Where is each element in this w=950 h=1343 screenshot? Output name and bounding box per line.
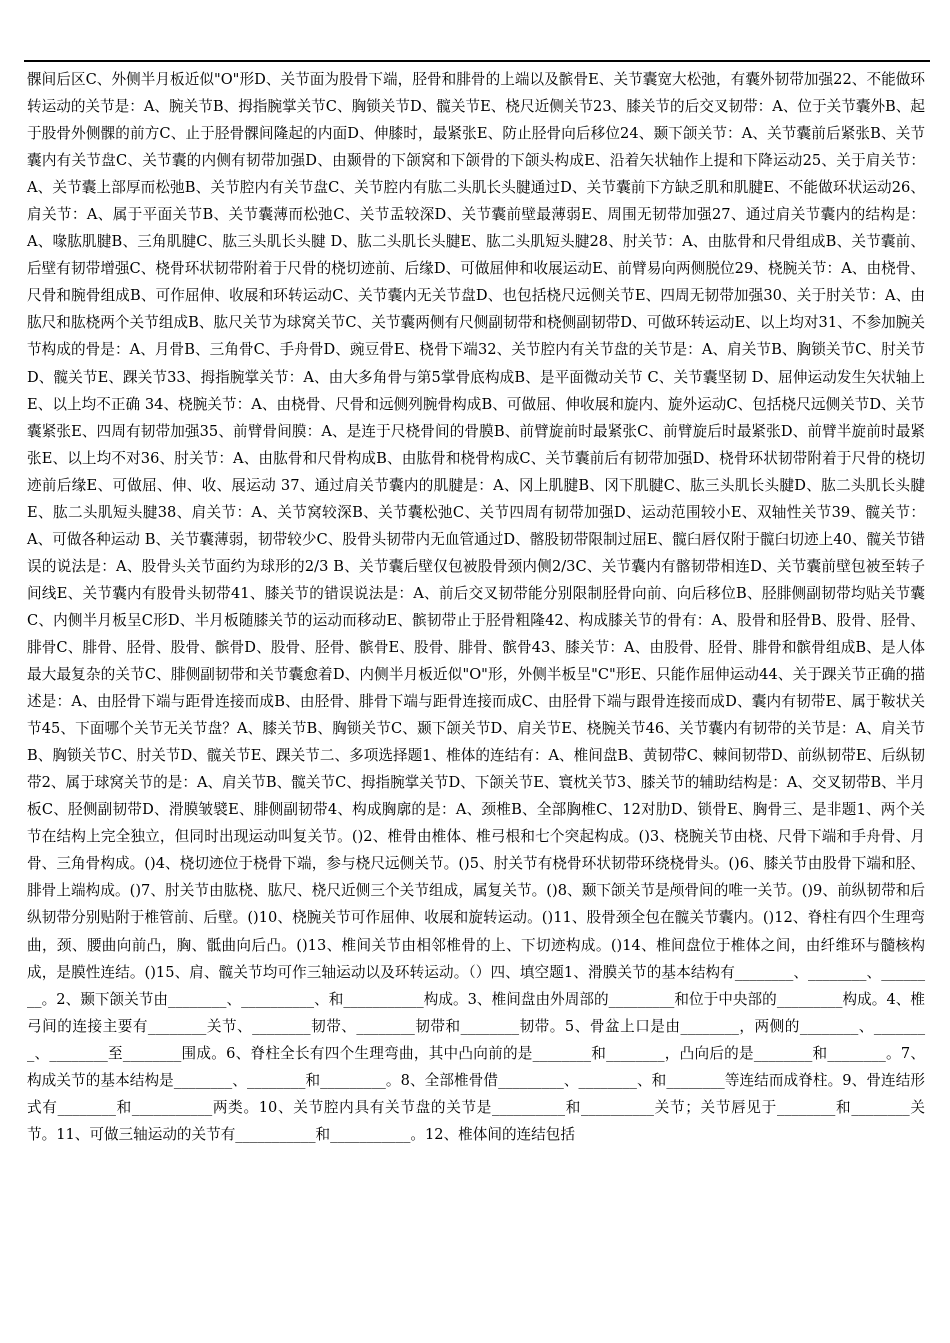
header-rule	[24, 60, 930, 62]
document-body	[27, 66, 925, 1148]
body-text: 髁间后区C、外侧半月板近似"O"形D、关节面为股骨下端，胫骨和腓骨的上端以及髌骨E、关节囊宽大松弛，有囊外韧带加强22、不能做环转运动的关节是：A、腕关节B、拇指腕掌关节C、胸锁关节D、髋关节E、桡尺近侧关节23、膝关节的后交叉韧带：A、位于关节囊外B、起于股骨外侧髁的前方C、止于胫骨髁间隆起的内面D、伸膝时，最紧张E、防止胫骨向后移位24、颞下颌关节：A、关节囊前后紧张B、关节囊内有关节盘C、关节囊的内侧有韧带加强D、由颞骨的下颌窝和下颌骨的下颌头构成E、沿着矢状轴作上提和下降运动25、关于肩关节：A、关节囊上部厚而松弛B、关节腔内有关节盘C、关节腔内有肱二头肌长头腱通过D、关节囊前下方缺乏肌和肌腱E、不能做环状运动26、肩关节：A、属于平面关节B、关节囊薄而松弛C、关节盂较深D、关节囊前壁最薄弱E、周围无韧带加强27、通过肩关节囊内的结构是：A、喙肱肌腱B、三角肌腱C、肱三头肌长头腱 D、肱二头肌长头腱E、肱二头肌短头腱28、肘关节：A、由肱骨和尺骨组成B、关节囊前、后壁有韧带增强C、桡骨环状韧带附着于尺骨的桡切迹前、后缘D、可做屈伸和收展运动E、前臂易向两侧脱位29、桡腕关节：A、由桡骨、尺骨和腕骨组成B、可作屈伸、收展和环转运动C、关节囊内无关节盘D、也包括桡尺远侧关节E、四周无韧带加强30、关于肘关节：A、由肱尺和肱桡两个关节组成B、肱尺关节为球窝关节C、关节囊两侧有尺侧副韧带和桡侧副韧带D、可做环转运动E、以上均对31、不参加腕关节构成的骨是：A、月骨B、三角骨C、手舟骨D、豌豆骨E、桡骨下端32、关节腔内有关节盘的关节是：A、肩关节B、胸锁关节C、肘关节D、髋关节E、踝关节33、拇指腕掌关节：A、由大多角骨与第5掌骨底构成B、是平面微动关节 C、关节囊坚韧 D、屈伸运动发生矢状轴上 E、以上均不正确 34、桡腕关节：A、由桡骨、尺骨和远侧列腕骨构成B、可做屈、伸收展和旋内、旋外运动C、包括桡尺远侧关节D、关节囊紧张E、四周有韧带加强35、前臂骨间膜：A、是连于尺桡骨间的骨膜B、前臂旋前时最紧张C、前臂旋后时最紧张D、前臂半旋前时最紧张E、以上均不对36、肘关节：A、由肱骨和尺骨构成B、由肱骨和桡骨构成C、关节囊前后有韧带加强D、桡骨环状韧带附着于尺骨的桡切迹前后缘E、可做屈、伸、收、展运动 37、通过肩关节囊内的肌腱是：A、冈上肌腱B、冈下肌腱C、肱三头肌长头腱D、肱二头肌长头腱E、肱二头肌短头腱38、肩关节：A、关节窝较深B、关节囊松弛C、关节四周有韧带加强D、运动范围较小E、双轴性关节39、髋关节：A、可做各种运动 B、关节囊薄弱，韧带较少C、股骨头韧带内无血管通过D、髂股韧带限制过屈E、髋臼唇仅附于髋臼切迹上40、髋关节错误的说法是：A、股骨头关节面约为球形的2/3 B、关节囊后壁仅包被股骨颈内侧2/3C、关节囊内有髂韧带相连D、关节囊前壁包被至转子间线E、关节囊内有股骨头韧带41、膝关节的错误说法是：A、前后交叉韧带能分别限制胫骨向前、向后移位B、胫腓侧副韧带均贴关节囊C、内侧半月板呈C形D、半月板随膝关节的运动而移动E、髌韧带止于胫骨粗隆42、构成膝关节的骨有：A、股骨和胫骨B、股骨、胫骨、腓骨C、腓骨、胫骨、股骨、髌骨D、股骨、胫骨、髌骨E、股骨、腓骨、髌骨43、膝关节：A、由股骨、胫骨、腓骨和髌骨组成B、是人体最大最复杂的关节C、腓侧副韧带和关节囊愈着D、内侧半月板近似"O"形，外侧半板呈"C"形E、只能作屈伸运动44、关于踝关节正确的描述是：A、由胫骨下端与距骨连接而成B、由胫骨、腓骨下端与距骨连接而成C、由胫骨下端与跟骨连接而成D、囊内有韧带E、属于鞍状关节45、下面哪个关节无关节盘？A、膝关节B、胸锁关节C、颞下颌关节D、肩关节E、桡腕关节46、关节囊内有韧带的关节是：A、肩关节B、胸锁关节C、肘关节D、髋关节E、踝关节二、多项选择题1、椎体的连结有：A、椎间盘B、黄韧带C、棘间韧带D、前纵韧带E、后纵韧带2、属于球窝关节的是：A、肩关节B、髋关节C、拇指腕掌关节D、下颌关节E、寰枕关节3、膝关节的辅助结构是：A、交叉韧带B、半月板C、胫侧副韧带D、滑膜皱襞E、腓侧副韧带4、构成胸廓的是：A、颈椎B、全部胸椎C、12对肋D、锁骨E、胸骨三、是非题1、两个关节在结构上完全独立，但同时出现运动叫复关节。()2、椎骨由椎体、椎弓根和七个突起构成。()3、桡腕关节由桡、尺骨下端和手舟骨、月骨、三角骨构成。()4、桡切迹位于桡骨下端，参与桡尺远侧关节。()5、肘关节有桡骨环状韧带环绕桡骨头。()6、膝关节由股骨下端和胫、腓骨上端构成。()7、肘关节由肱桡、肱尺、桡尺近侧三个关节组成，属复关节。()8、颞下颌关节是颅骨间的唯一关节。()9、前纵韧带和后纵韧带分别贴附于椎管前、后壁。()10、桡腕关节可作屈伸、收展和旋转运动。()11、股骨颈全包在髋关节囊内。()12、脊柱有四个生理弯曲，颈、腰曲向前凸，胸、骶曲向后凸。()13、椎间关节由相邻椎骨的上、下切迹构成。()14、椎间盘位于椎体之间，由纤维环与髓核构成，是膜性连结。()15、肩、髋关节均可作三轴运动以及环转运动。（）四、填空题1、滑膜关节的基本结构有________、________、________。2、颞下颌关节由________、__________、和___________构成。3、椎间盘由外周部的_________和位于中央部的_________构成。4、椎弓间的连接主要有________关节、________韧带、________韧带和________韧带。5、骨盆上口是由________，两侧的________、________、________至________围成。6、脊柱全长有四个生理弯曲，其中凸向前的是________和________，凸向后的是________和________。7、构成关节的基本结构是________、________和_________。8、全部椎骨借_________、________、和________等连结而成脊柱。9、骨连结形式有________和___________两类。10、关节腔内具有关节盘的关节是__________和__________关节；关节唇见于________和________关节。11、可做三轴运动的关节有___________和___________。12、椎体间的连结包括	[27, 71, 925, 1143]
